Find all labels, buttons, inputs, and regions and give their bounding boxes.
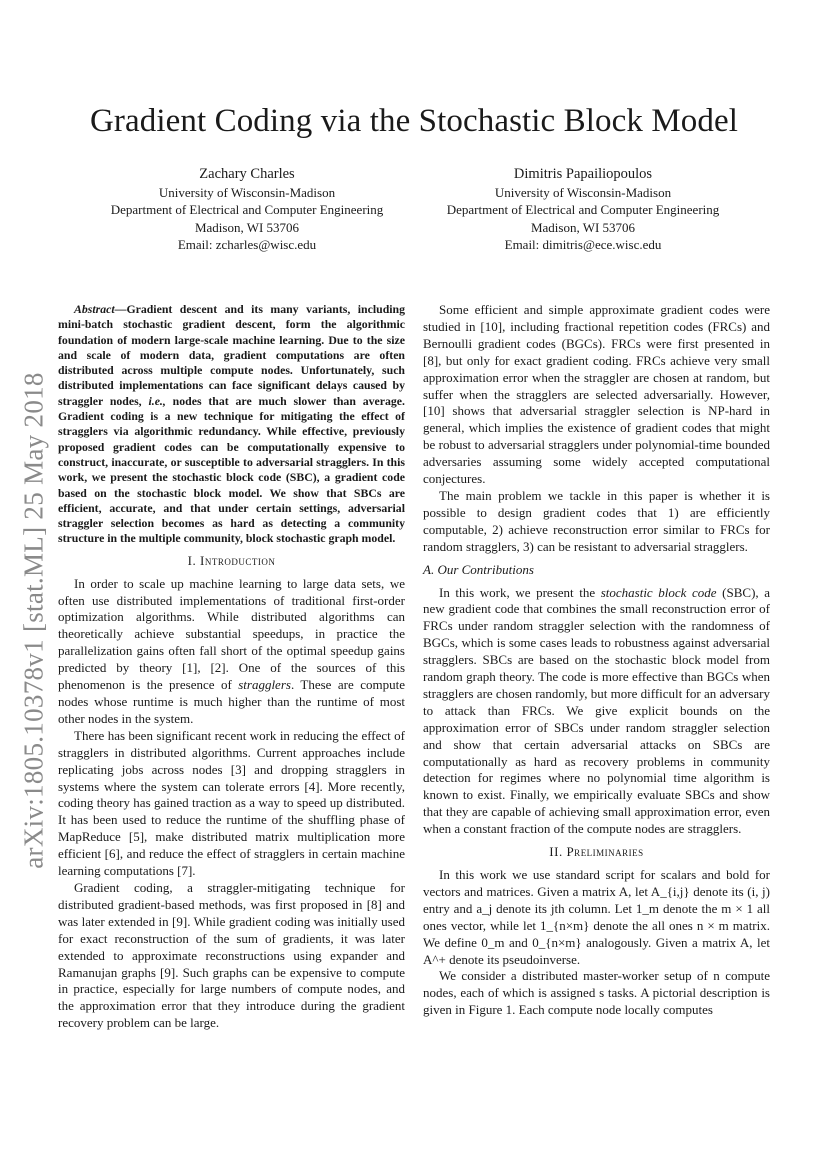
author-affiliation: University of Wisconsin-Madison	[494, 185, 672, 200]
preliminaries-paragraph-2: We consider a distributed master-worker setup of n compute nodes, each of which is assigned s tasks. A pictorial description is given in Figure 1. Each compute node locally computes	[423, 968, 770, 1018]
author-name: Zachary Charles	[199, 166, 295, 182]
intro-paragraph-3: Gradient coding, a straggler-mitigating technique for distributed gradient-based methods, was first proposed in [8] and was later extended in [9]. While gradient coding was initially used for exact reconstruction of the sum of gradients, it was later extended to approximate reconstructions using expander and Ramanujan graphs [9]. Such graphs can be expensive to compute in practice, especially for large numbers of compute nodes, and the approximation error that they introduce during the gradient recovery problem can be large.	[58, 879, 405, 1031]
contrib-text-end: (SBC), a new gradient code that combines the small reconstruction error of FRCs under random straggler selection with the randomness of BGCs, which is some cases leads to robustness against adversarial stragglers. SBCs are based on the stochastic block model from random graph theory. The code is more effective than BGCs when stragglers are chosen randomly, but more difficult for an adversary to attack than FRCs. We give explicit bounds on the approximation error of SBCs under random straggler selection and show that certain adversarial attacks on SBCs are computationally as hard as recovery problems in community detection for regimes where no polynomial time algorithm is known to exist. Finally, we empirically evaluate SBCs and show that they are capable of achieving small approximation error, even when a constant fraction of the compute nodes are stragglers.	[423, 584, 771, 837]
author-email: Email: zcharles@wisc.edu	[177, 236, 317, 252]
left-column	[58, 302, 405, 1032]
paper-title: Gradient Coding via the Stochastic Block Model	[90, 103, 738, 139]
contributions-paragraph	[423, 585, 770, 839]
intro-p1-text-end: . These are compute nodes whose runtime is much higher than the runtime of most other nodes in the system.	[58, 677, 405, 726]
intro-paragraph-2: There has been significant recent work in reducing the effect of stragglers in distributed algorithms. Current approaches include replicating jobs across nodes [3] and dropping stragglers in systems where the system can tolerate errors [4]. More recently, coding theory has gained traction as a way to speed up distributed. It has been used to reduce the runtime of the shuffling phase of MapReduce [5], make distributed matrix multiplication more efficient [6], and reduce the effect of stragglers in certain machine learning computations [7].	[58, 727, 405, 879]
author-name: Dimitris Papailiopoulos	[513, 166, 653, 182]
abstract-label: Abstract	[74, 302, 115, 316]
intro-p1-text: In order to scale up machine learning to large data sets, we often use distributed implementations of traditional first-order optimization algorithms. While distributed algorithms can theoretically achieve substantial speedups, in practice the parallelization gains often fall short of the optimal speedup gains predicted by theory [1], [2]. One of the sources of this phenomenon is the presence of	[58, 575, 405, 693]
section-heading-introduction: I. Introduction	[187, 552, 276, 568]
intro-paragraph-5: The main problem we tackle in this paper is whether it is possible to design gradient codes that 1) are efficiently computable, 2) achieve reconstruction error similar to FRCs for random stragglers, 3) can be resistant to adversarial stragglers.	[423, 487, 770, 554]
preliminaries-paragraph-1: In this work we use standard script for scalars and bold for vectors and matrices. Given a matrix A, let A_{i,j} denote its (i, j) entry and a_j denote its jth column. Let 1_m denote the m × 1 all ones vector, while let 1_{n×m} denote the all ones n × m matrix. We define 0_m and 0_{n×m} analogously. Given a matrix A, let A^+ denote its pseudoinverse.	[423, 867, 770, 967]
subsection-heading-contributions: A. Our Contributions	[423, 561, 534, 577]
intro-paragraph-1	[58, 576, 405, 728]
section-heading-preliminaries: II. Preliminaries	[549, 844, 644, 860]
contrib-text: In this work, we present the	[439, 584, 601, 600]
author-block-2	[418, 165, 748, 253]
contrib-emphasis: stochastic block code	[600, 584, 717, 600]
abstract-text-2: nodes that are much slower than average. Gradient coding is a new technique for mitigating the effect of stragglers via algorithmic redundancy. While effective, previously proposed gradient codes can be computationally expensive to construct, inaccurate, or susceptible to adversarial stragglers. In this work, we present the stochastic block code (SBC), a gradient code based on the stochastic block model. We show that SBCs are efficient, accurate, and that under certain settings, adversarial straggler selection becomes as hard as detecting a community structure in the multiple community, block stochastic graph model.	[58, 393, 405, 546]
abstract-ie: i.e.,	[148, 393, 166, 408]
intro-paragraph-4: Some efficient and simple approximate gradient codes were studied in [10], including fractional repetition codes (FRCs) and Bernoulli gradient codes (BGCs). FRCs were first presented in [8], but only for exact gradient coding. FRCs achieve very small approximation error when the straggler are chosen at random, but suffer when the stragglers are selected adversarially. However, [10] shows that adversarial straggler selection is NP-hard in general, which implies the existence of gradient codes that might be robust to adversarial stragglers under polynomial-time bounded adversaries assuming some widely accepted computational conjectures.	[423, 302, 770, 487]
right-column	[423, 302, 770, 1019]
abstract	[58, 302, 405, 547]
intro-p1-emphasis: stragglers	[238, 677, 291, 693]
author-email: Email: dimitris@ece.wisc.edu	[504, 236, 662, 252]
author-block-1	[82, 165, 412, 253]
abstract-text-1: —Gradient descent and its many variants, including mini-batch stochastic gradient descent, form the algorithmic foundation of modern large-scale machine learning. Due to the size and scale of modern data, gradient computations are often distributed across multiple compute nodes. Unfortunately, such distributed implementations can face significant delays caused by straggler nodes,	[58, 302, 405, 408]
author-location: Madison, WI 53706	[194, 219, 300, 235]
author-department: Department of Electrical and Computer Engineering	[110, 202, 384, 218]
arxiv-stamp-text: arXiv:1805.10378v1 [stat.ML] 25 May 2018	[18, 371, 49, 869]
author-department: Department of Electrical and Computer Engineering	[446, 202, 720, 218]
author-affiliation: University of Wisconsin-Madison	[158, 185, 336, 200]
author-location: Madison, WI 53706	[530, 219, 636, 235]
arxiv-stamp	[14, 345, 54, 895]
